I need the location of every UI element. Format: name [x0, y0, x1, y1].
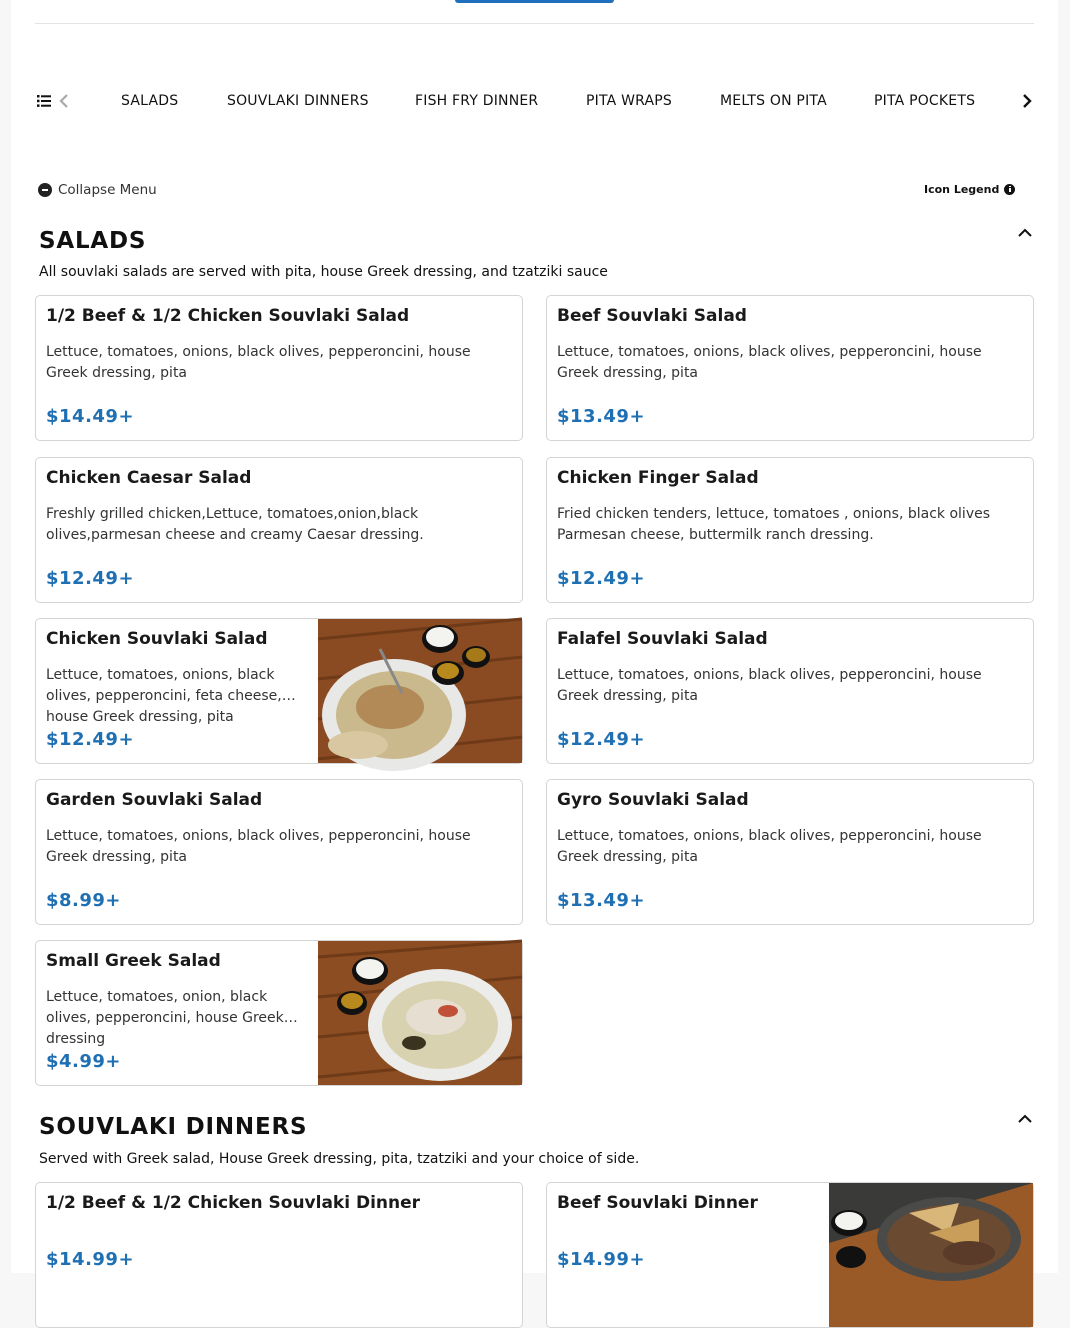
chevron-left-icon[interactable] [57, 92, 71, 110]
icon-legend-label: Icon Legend [924, 182, 1000, 196]
menu-item-card[interactable] [546, 295, 1034, 441]
item-name: Beef Souvlaki Salad [557, 306, 747, 326]
nav-item-pita-pockets[interactable]: PITA POCKETS [874, 93, 976, 109]
menu-item-card[interactable] [546, 457, 1034, 603]
item-name: Chicken Souvlaki Salad [46, 629, 268, 649]
item-price: $4.99+ [46, 1051, 122, 1072]
item-name: Small Greek Salad [46, 951, 221, 971]
menu-item-card[interactable] [35, 779, 523, 925]
item-price: $13.49+ [557, 890, 646, 911]
item-price: $8.99+ [46, 890, 122, 911]
menu-item-card[interactable] [546, 779, 1034, 925]
menu-item-card[interactable] [35, 1182, 523, 1328]
collapse-menu-button[interactable] [38, 182, 157, 198]
item-description: Lettuce, tomatoes, onion, black olives, pepperoncini, house Greek dressing [46, 989, 284, 1047]
chevron-right-icon[interactable] [1019, 92, 1035, 110]
item-name: Chicken Finger Salad [557, 468, 759, 488]
section-title: SOUVLAKI DINNERS [39, 1114, 308, 1140]
item-description: Lettuce, tomatoes, onions, black olives, pepperoncini, house Greek dressing, pita [557, 344, 982, 381]
collapse-menu-label: Collapse Menu [58, 182, 157, 198]
nav-item-melts-on-pita[interactable]: MELTS ON PITA [720, 93, 827, 109]
salad-plate-photo [318, 619, 522, 763]
menu-item-card[interactable] [35, 457, 523, 603]
item-description: Lettuce, tomatoes, onions, black olives, pepperoncini, house Greek dressing, pita [46, 344, 471, 381]
divider [35, 23, 1034, 24]
section-description: Served with Greek salad, House Greek dressing, pita, tzatziki and your choice of side. [39, 1151, 640, 1167]
item-price: $14.99+ [46, 1249, 135, 1270]
item-name: Chicken Caesar Salad [46, 468, 252, 488]
dinner-plate-photo [829, 1183, 1033, 1327]
item-description: Lettuce, tomatoes, onions, black olives, pepperoncini, house Greek dressing, pita [46, 828, 471, 865]
item-price: $12.49+ [557, 729, 646, 750]
info-icon [1004, 184, 1015, 195]
item-name: 1/2 Beef & 1/2 Chicken Souvlaki Dinner [46, 1193, 421, 1213]
nav-item-pita-wraps[interactable]: PITA WRAPS [586, 93, 672, 109]
nav-item-fish-fry-dinner[interactable]: FISH FRY DINNER [415, 93, 539, 109]
menu-page [11, 0, 1058, 1273]
item-price: $14.49+ [46, 406, 135, 427]
menu-item-card[interactable] [35, 295, 523, 441]
list-icon[interactable] [37, 95, 51, 107]
item-description: Lettuce, tomatoes, onions, black olives, pepperoncini, house Greek dressing, pita [557, 667, 982, 704]
item-price: $14.99+ [557, 1249, 646, 1270]
nav-item-salads[interactable]: SALADS [121, 93, 179, 109]
icon-legend-button[interactable] [924, 182, 1015, 196]
item-description: Fried chicken tenders, lettuce, tomatoes , onions, black olives Parmesan cheese, buttermilk ranch dressing. [557, 506, 991, 543]
item-name: 1/2 Beef & 1/2 Chicken Souvlaki Salad [46, 306, 410, 326]
item-name: Beef Souvlaki Dinner [557, 1193, 758, 1213]
item-description: Lettuce, tomatoes, onions, black olives, pepperoncini, feta cheese, house Greek dressing, pita [46, 667, 282, 725]
salad-plate-photo [318, 941, 522, 1085]
menu-item-card[interactable] [546, 1182, 1034, 1328]
item-price: $12.49+ [46, 568, 135, 589]
item-price: $13.49+ [557, 406, 646, 427]
item-description: Lettuce, tomatoes, onions, black olives, pepperoncini, house Greek dressing, pita [557, 828, 982, 865]
menu-item-card[interactable] [35, 940, 523, 1086]
category-nav [35, 84, 1035, 120]
menu-item-card[interactable] [546, 618, 1034, 764]
chevron-up-icon[interactable] [1017, 228, 1033, 238]
nav-item-souvlaki-dinners[interactable]: SOUVLAKI DINNERS [227, 93, 369, 109]
item-name: Garden Souvlaki Salad [46, 790, 263, 810]
item-price: $12.49+ [46, 729, 135, 750]
section-description: All souvlaki salads are served with pita, house Greek dressing, and tzatziki sauce [39, 264, 608, 280]
item-price: $12.49+ [557, 568, 646, 589]
section-title: SALADS [39, 228, 147, 254]
top-action-button[interactable] [455, 0, 614, 3]
item-name: Falafel Souvlaki Salad [557, 629, 768, 649]
item-name: Gyro Souvlaki Salad [557, 790, 749, 810]
menu-item-card[interactable] [35, 618, 523, 764]
chevron-up-icon[interactable] [1017, 1114, 1033, 1124]
minus-circle-icon [38, 183, 52, 197]
item-description: Freshly grilled chicken,Lettuce, tomatoes,onion,black olives,parmesan cheese and creamy Caesar dressing. [46, 506, 424, 543]
